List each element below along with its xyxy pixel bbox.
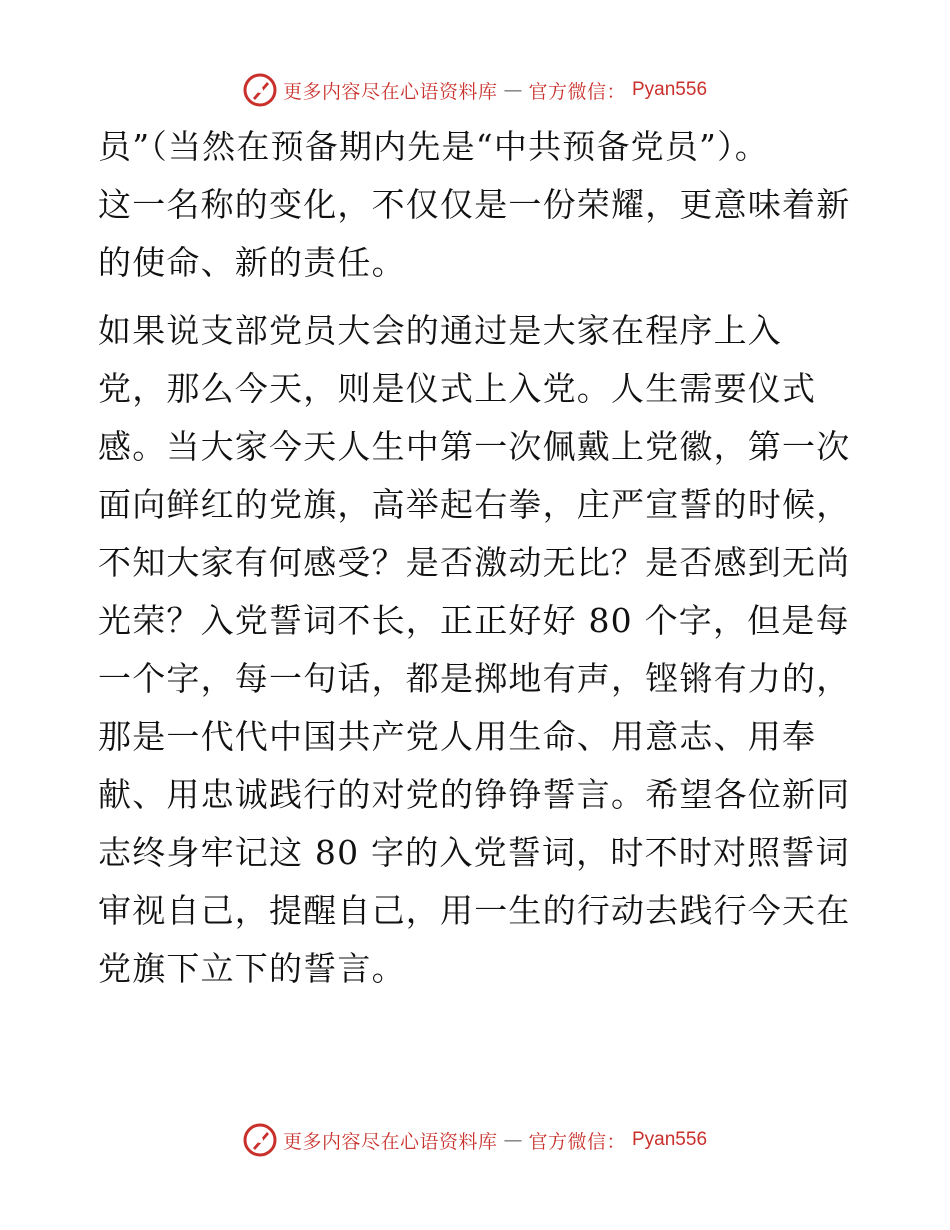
text-line: 光荣？入党誓词不长，正正好好 80 个字，但是每 — [98, 601, 850, 640]
paragraph-2 — [98, 302, 858, 998]
text-line: 这一名称的变化，不仅仅是一份荣耀，更意味着新 — [98, 185, 851, 224]
text-line: 一个字，每一句话，都是掷地有声，铿锵有力的， — [98, 659, 851, 698]
text-line: 如果说支部党员大会的通过是大家在程序上入 — [98, 311, 782, 350]
watermark-separator: — — [503, 79, 523, 101]
watermark-wechat-id: Pyan556 — [632, 79, 708, 100]
watermark-promo-text: 更多内容尽在心语资料库 — [282, 1130, 498, 1153]
text-line: 献、用忠诚践行的对党的铮铮誓言。希望各位新同 — [98, 775, 851, 814]
feather-logo-icon — [243, 1123, 277, 1157]
text-line: 党旗下立下的誓言。 — [98, 949, 406, 988]
paragraph-1 — [98, 118, 858, 292]
header-watermark — [0, 70, 950, 110]
text-line: 志终身牢记这 80 字的入党誓词，时不时对照誓词 — [98, 833, 850, 872]
footer-watermark — [0, 1120, 950, 1160]
text-line: 员”（当然在预备期内先是“中共预备党员”）。 — [98, 127, 770, 166]
text-line: 不知大家有何感受？是否激动无比？是否感到无尚 — [98, 543, 851, 582]
watermark-wechat-id: Pyan556 — [632, 1129, 708, 1150]
watermark-promo-text: 更多内容尽在心语资料库 — [282, 80, 498, 103]
text-line: 那是一代代中国共产党人用生命、用意志、用奉 — [98, 717, 817, 756]
text-line: 的使命、新的责任。 — [98, 243, 406, 282]
document-body — [98, 118, 858, 998]
text-line: 党，那么今天，则是仪式上入党。人生需要仪式 — [98, 369, 817, 408]
text-line: 审视自己，提醒自己，用一生的行动去践行今天在 — [98, 891, 851, 930]
feather-logo-icon — [243, 73, 277, 107]
watermark-separator: — — [503, 1129, 523, 1151]
watermark-wechat-label: 官方微信： — [528, 1130, 626, 1153]
text-line: 面向鲜红的党旗，高举起右拳，庄严宣誓的时候， — [98, 485, 851, 524]
watermark-wechat-label: 官方微信： — [528, 80, 626, 103]
text-line: 感。当大家今天人生中第一次佩戴上党徽，第一次 — [98, 427, 851, 466]
